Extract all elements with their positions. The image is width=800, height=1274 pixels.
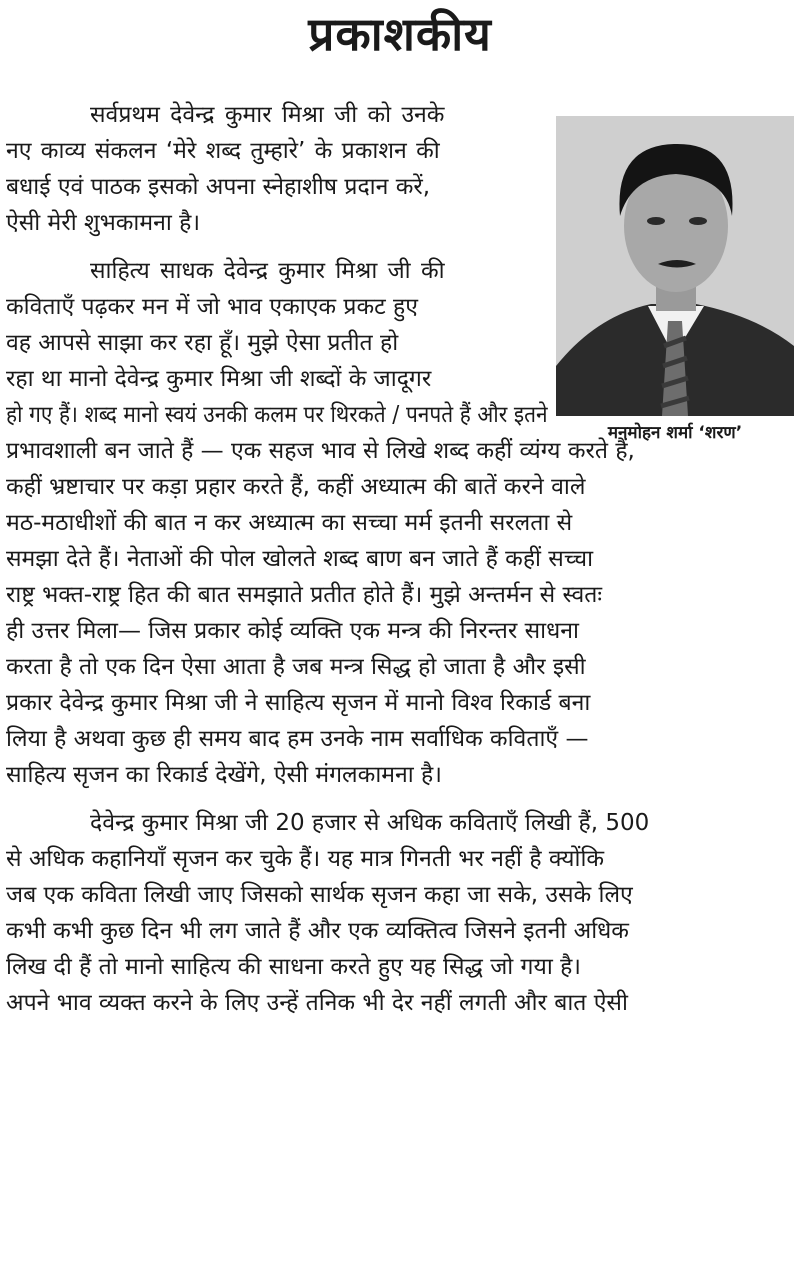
author-portrait xyxy=(556,116,794,416)
body-line: अपने भाव व्यक्त करने के लिए उन्हें तनिक भी देर नहीं लगती और बात ऐसी xyxy=(6,990,628,1016)
body-line: कभी कभी कुछ दिन भी लग जाते हैं और एक व्यक्तित्व जिसने इतनी अधिक xyxy=(6,918,629,944)
body-line: बधाई एवं पाठक इसको अपना स्नेहाशीष प्रदान करें, xyxy=(6,174,431,200)
body-line: प्रकार देवेन्द्र कुमार मिश्रा जी ने साहित्य सृजन में मानो विश्व रिकार्ड बना xyxy=(6,690,591,716)
body-line: साहित्य साधक देवेन्द्र कुमार मिश्रा जी की xyxy=(90,258,445,284)
body-line: समझा देते हैं। नेताओं की पोल खोलते शब्द बाण बन जाते हैं कहीं सच्चा xyxy=(6,546,594,572)
body-line: ऐसी मेरी शुभकामना है। xyxy=(6,210,201,236)
body-line: साहित्य सृजन का रिकार्ड देखेंगे, ऐसी मंगलकामना है। xyxy=(6,762,442,788)
body-line: राष्ट्र भक्त-राष्ट्र हित की बात समझाते प्रतीत होते हैं। मुझे अन्तर्मन से स्वतः xyxy=(6,582,603,608)
body-line: प्रभावशाली बन जाते हैं — एक सहज भाव से लिखे शब्द कहीं व्यंग्य करते हैं, xyxy=(6,438,635,464)
photo-caption: मनमोहन शर्मा ‘शरण’ xyxy=(607,423,743,443)
body-line: सर्वप्रथम देवेन्द्र कुमार मिश्रा जी को उनके xyxy=(90,102,445,128)
body-line: ही उत्तर मिला— जिस प्रकार कोई व्यक्ति एक मन्त्र की निरन्तर साधना xyxy=(6,618,579,644)
body-line: से अधिक कहानियाँ सृजन कर चुके हैं। यह मात्र गिनती भर नहीं है क्योंकि xyxy=(6,846,605,872)
body-line: हो गए हैं। शब्द मानो स्वयं उनकी कलम पर थिरकते / पनपते हैं और इतने xyxy=(6,402,548,428)
body-line: करता है तो एक दिन ऐसा आता है जब मन्त्र सिद्ध हो जाता है और इसी xyxy=(6,654,586,680)
body-line: रहा था मानो देवेन्द्र कुमार मिश्रा जी शब्दों के जादूगर xyxy=(6,366,432,392)
body-line: नए काव्य संकलन ‘मेरे शब्द तुम्हारे’ के प्रकाशन की xyxy=(6,138,440,164)
body-line: वह आपसे साझा कर रहा हूँ। मुझे ऐसा प्रतीत हो xyxy=(6,330,399,356)
page-title: प्रकाशकीय xyxy=(308,7,492,61)
body-line: लिख दी हैं तो मानो साहित्य की साधना करते हुए यह सिद्ध जो गया है। xyxy=(6,954,582,980)
body-line: कविताएँ पढ़कर मन में जो भाव एकाएक प्रकट हुए xyxy=(6,294,418,320)
body-line: मठ-मठाधीशों की बात न कर अध्यात्म का सच्चा मर्म इतनी सरलता से xyxy=(6,510,573,536)
body-line: देवेन्द्र कुमार मिश्रा जी 20 हजार से अधिक कविताएँ लिखी हैं, 500 xyxy=(90,810,650,836)
body-line: कहीं भ्रष्टाचार पर कड़ा प्रहार करते हैं, कहीं अध्यात्म की बातें करने वाले xyxy=(6,474,586,500)
body-line: लिया है अथवा कुछ ही समय बाद हम उनके नाम सर्वाधिक कविताएँ — xyxy=(6,726,589,752)
body-line: जब एक कविता लिखी जाए जिसको सार्थक सृजन कहा जा सके, उसके लिए xyxy=(6,882,633,908)
portrait-image xyxy=(556,116,794,416)
